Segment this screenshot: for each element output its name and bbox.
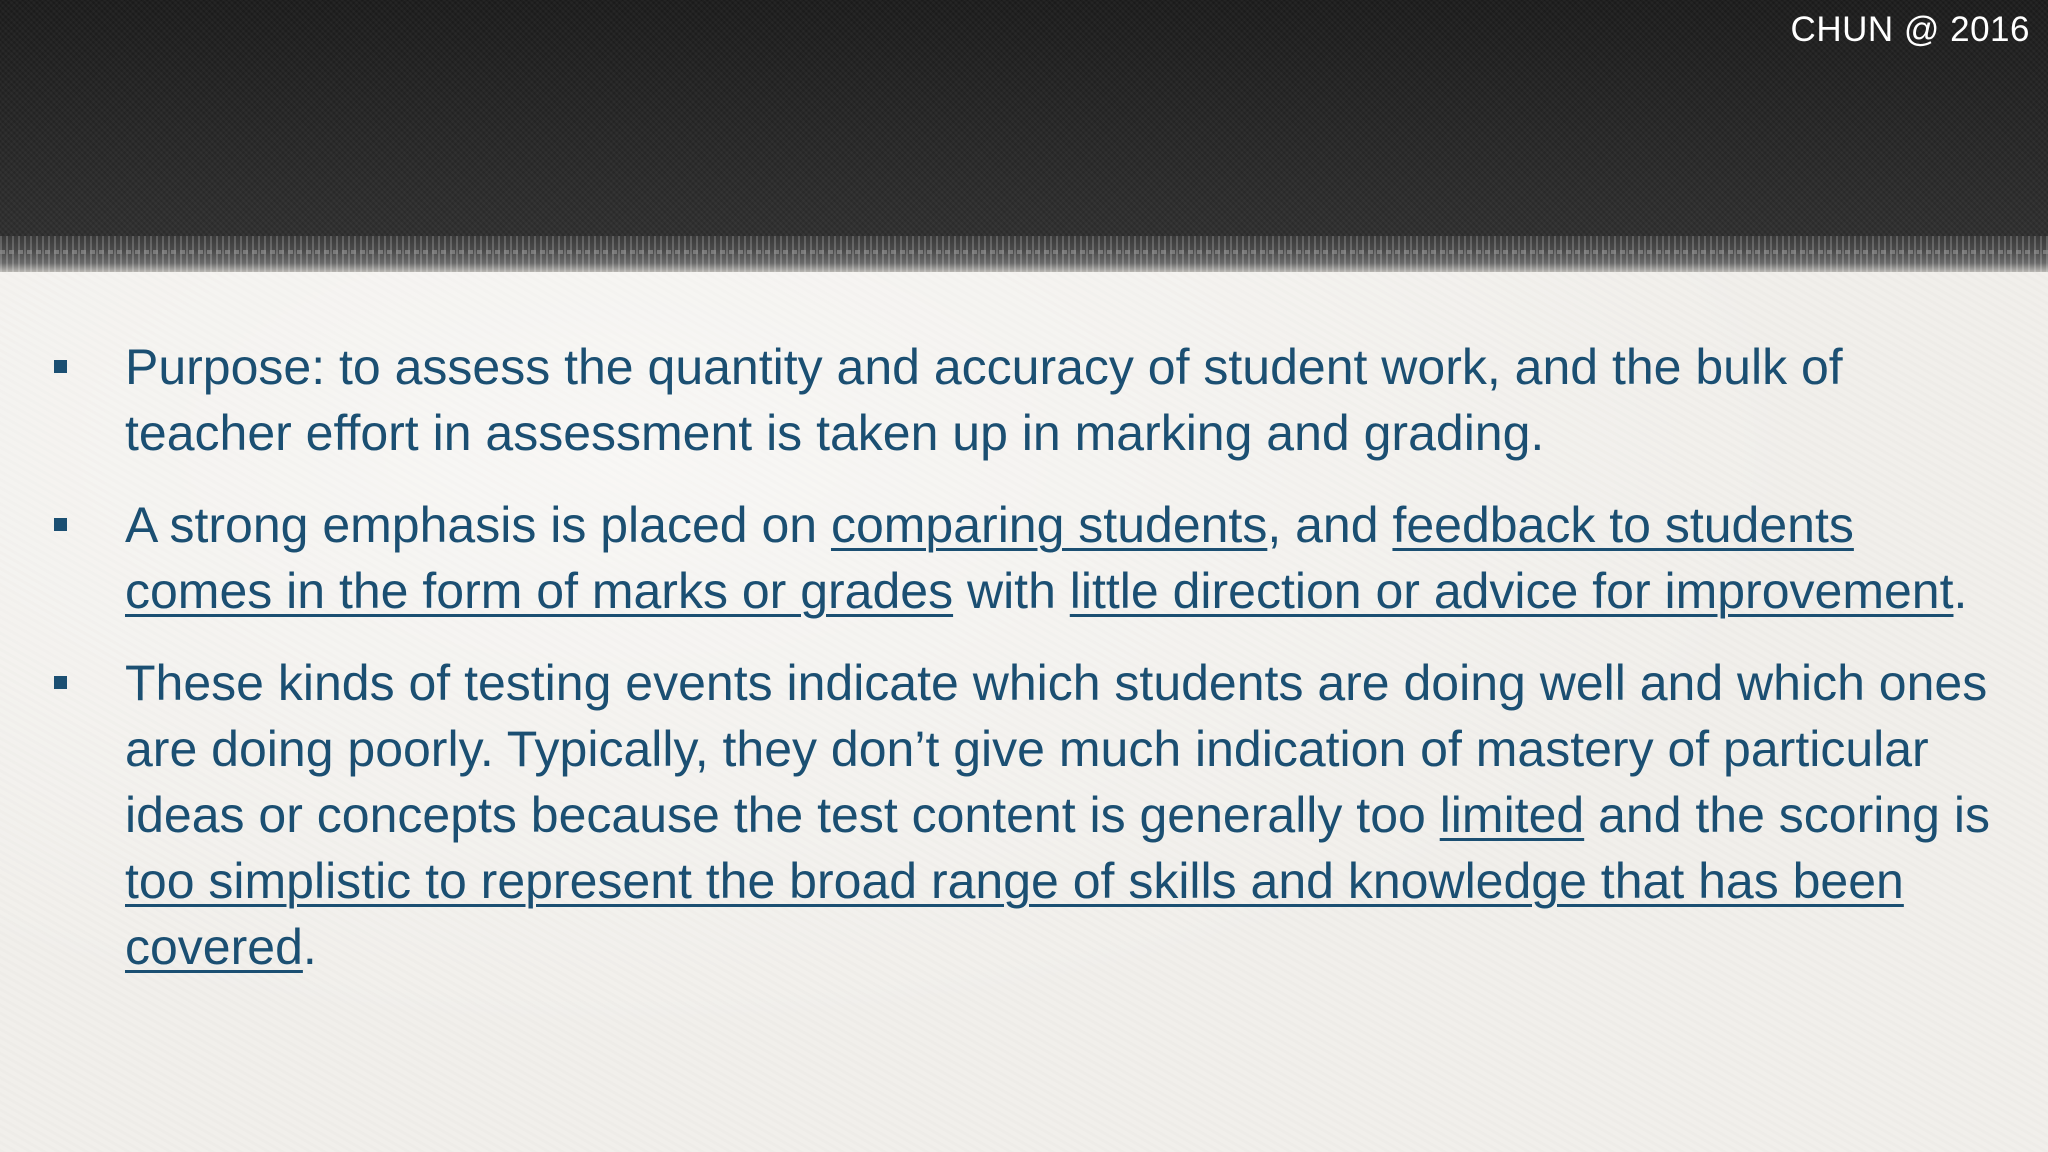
bullet-text: with	[953, 563, 1070, 619]
bullet-text: A strong emphasis is placed on	[125, 497, 831, 553]
dark-header-band	[0, 0, 2048, 236]
bullet-testing-events	[0, 650, 2048, 980]
underlined-phrase: too simplistic to represent the broad range of skills and knowledge that has been covered	[125, 853, 1904, 975]
underlined-phrase: little direction or advice for improvement	[1069, 563, 1954, 619]
bullet-text: These kinds of testing events indicate which students are doing well and which ones are doing poorly. Typically, they don’t give much indication of mastery of particular ideas or concepts because the test content is generally too	[125, 655, 1988, 843]
square-bullet-icon	[54, 360, 67, 373]
underlined-phrase: feedback to students comes in the form of marks or grades	[125, 497, 1854, 619]
bullet-text: and the scoring is	[1584, 787, 1990, 843]
underlined-phrase: comparing students	[830, 497, 1268, 553]
bullet-text: .	[302, 919, 317, 975]
bullet-text: .	[1953, 563, 1968, 619]
bullet-purpose	[0, 334, 2048, 466]
stitched-divider	[0, 236, 2048, 272]
underlined-phrase: limited	[1439, 787, 1585, 843]
copyright-credit: CHUN @ 2016	[1790, 10, 2030, 49]
bullet-emphasis	[0, 492, 2048, 624]
bullet-text: , and	[1267, 497, 1393, 553]
bullet-text: Purpose: to assess the quantity and accuracy of student work, and the bulk of teacher effort in assessment is taken up in marking and grading.	[125, 339, 1843, 461]
square-bullet-icon	[54, 518, 67, 531]
bullet-list	[0, 334, 2048, 1006]
square-bullet-icon	[54, 676, 67, 689]
